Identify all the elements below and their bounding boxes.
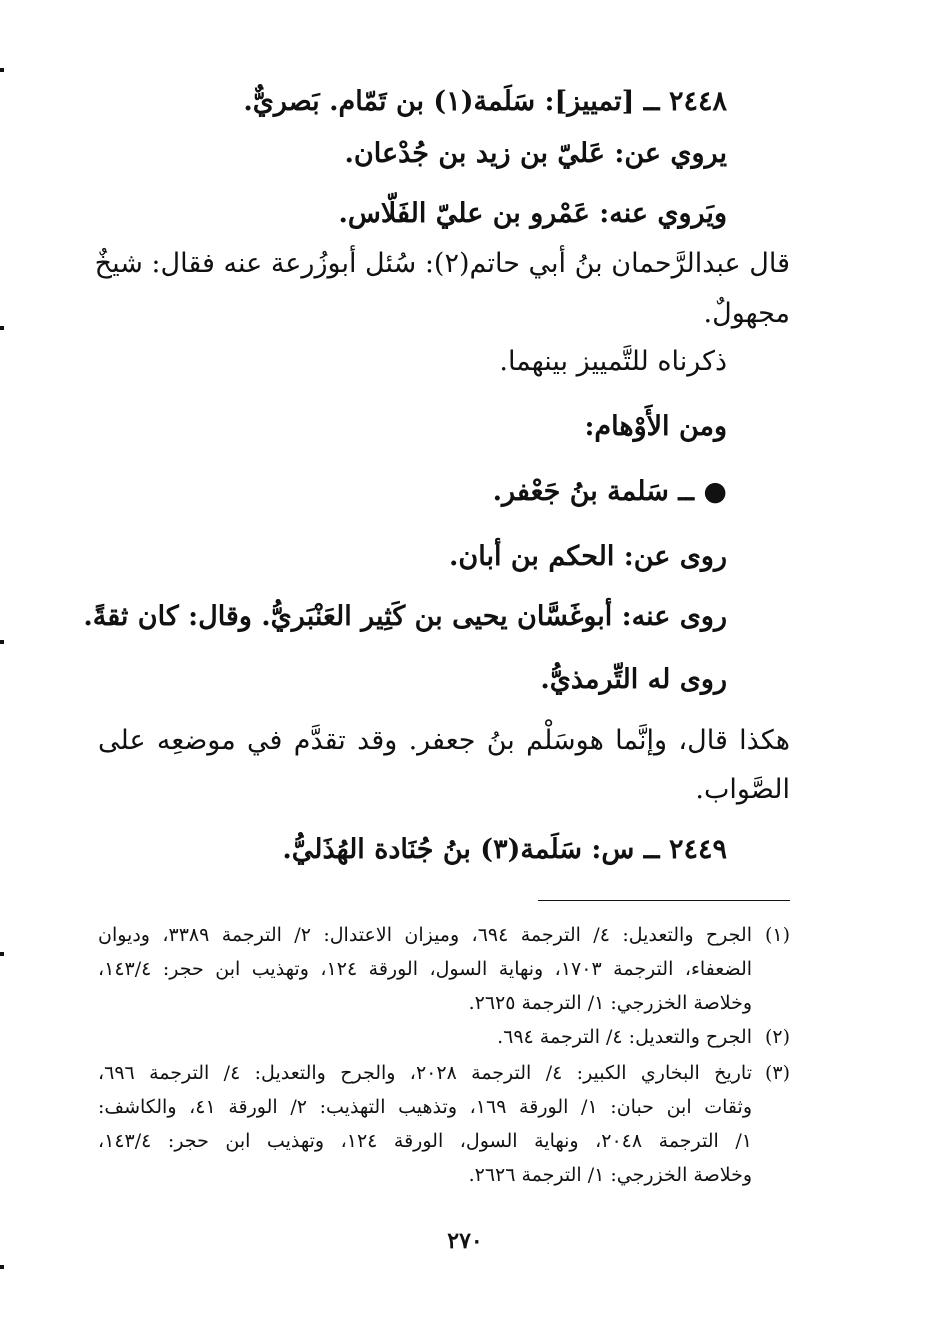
scan-edge-mark — [0, 1265, 4, 1269]
awham-narrates-from: روى عن: الحكم بن أبان. — [448, 541, 727, 572]
footnote-1-line2: الضعفاء، الترجمة ١٧٠٣، ونهاية السول، الورقة ١٢٤، وتهذيب ابن حجر: ١٤٣/٤، — [98, 958, 753, 980]
entry-2448-quote-line2: مجهولٌ. — [703, 298, 790, 329]
entry-2448-note: ذكرناه للتَّمييز بينهما. — [499, 346, 727, 377]
footnote-1-marker: (١) — [764, 924, 790, 946]
footnote-2-marker: (٢) — [764, 1026, 790, 1048]
footnote-1-line3: وخلاصة الخزرجي: ١/ الترجمة ٢٦٢٥. — [468, 992, 752, 1014]
scan-edge-mark — [0, 952, 4, 956]
scan-edge-mark — [0, 326, 4, 330]
footnote-3-line1: تاريخ البخاري الكبير: ٤/ الترجمة ٢٠٢٨، والجرح والتعديل: ٤/ الترجمة ٦٩٦، — [98, 1062, 752, 1084]
entry-2448-narrated-by: ويَروي عنه: عَمْرو بن عليّ الفَلّاس. — [338, 198, 727, 229]
footnote-2-line1: الجرح والتعديل: ٤/ الترجمة ٦٩٤. — [497, 1026, 752, 1048]
entry-2448-narrates-from: يروي عن: عَليّ بن زيد بن جُدْعان. — [344, 138, 727, 169]
footnote-separator — [538, 900, 790, 901]
entry-2448-heading: ٢٤٤٨ ــ [تمييز]: سَلَمة(١) بن تَمّام. بَصريٌّ. — [243, 86, 727, 117]
footnote-3-line4: وخلاصة الخزرجي: ١/ الترجمة ٢٦٢٦. — [468, 1164, 752, 1186]
awham-narrated-by: روى عنه: أبوغَسَّان يحيى بن كَثِير العَنْبَريُّ. وقال: كان ثقةً. — [83, 601, 727, 632]
entry-2448-quote-line1: قال عبدالرَّحمان بنُ أبي حاتم(٢): سُئل أبوزُرعة عنه فقال: شيخٌ — [94, 248, 790, 279]
footnote-3-line2: وثقات ابن حبان: ١/ الورقة ١٦٩، وتذهيب التهذيب: ٢/ الورقة ٤١، والكاشف: — [98, 1096, 753, 1118]
section-heading-awham: ومن الأَوْهام: — [584, 411, 727, 442]
awham-entry-heading: ● ــ سَلمة بنُ جَعْفر. — [492, 476, 727, 507]
scan-edge-mark — [0, 68, 4, 72]
awham-correction-line1: هكذا قال، وإنَّما هوسَلْم بنُ جعفر. وقد تقدَّم في موضعِه على — [98, 725, 790, 756]
page-number: ٢٧٠ — [447, 1228, 483, 1254]
footnote-3-marker: (٣) — [764, 1062, 790, 1084]
awham-narrated-by-tirmidhi: روى له التِّرمذيُّ. — [540, 664, 727, 695]
footnote-1-line1: الجرح والتعديل: ٤/ الترجمة ٦٩٤، وميزان الاعتدال: ٢/ الترجمة ٣٣٨٩، وديوان — [98, 924, 752, 946]
awham-correction-line2: الصَّواب. — [695, 774, 790, 805]
entry-2449-heading: ٢٤٤٩ ــ س: سَلَمة(٣) بنُ جُنَادة الهُذَليُّ. — [282, 834, 727, 865]
scan-edge-mark — [0, 640, 4, 644]
footnote-3-line3: ١/ الترجمة ٢٠٤٨، ونهاية السول، الورقة ١٢٤، وتهذيب ابن حجر: ١٤٣/٤، — [98, 1130, 752, 1152]
